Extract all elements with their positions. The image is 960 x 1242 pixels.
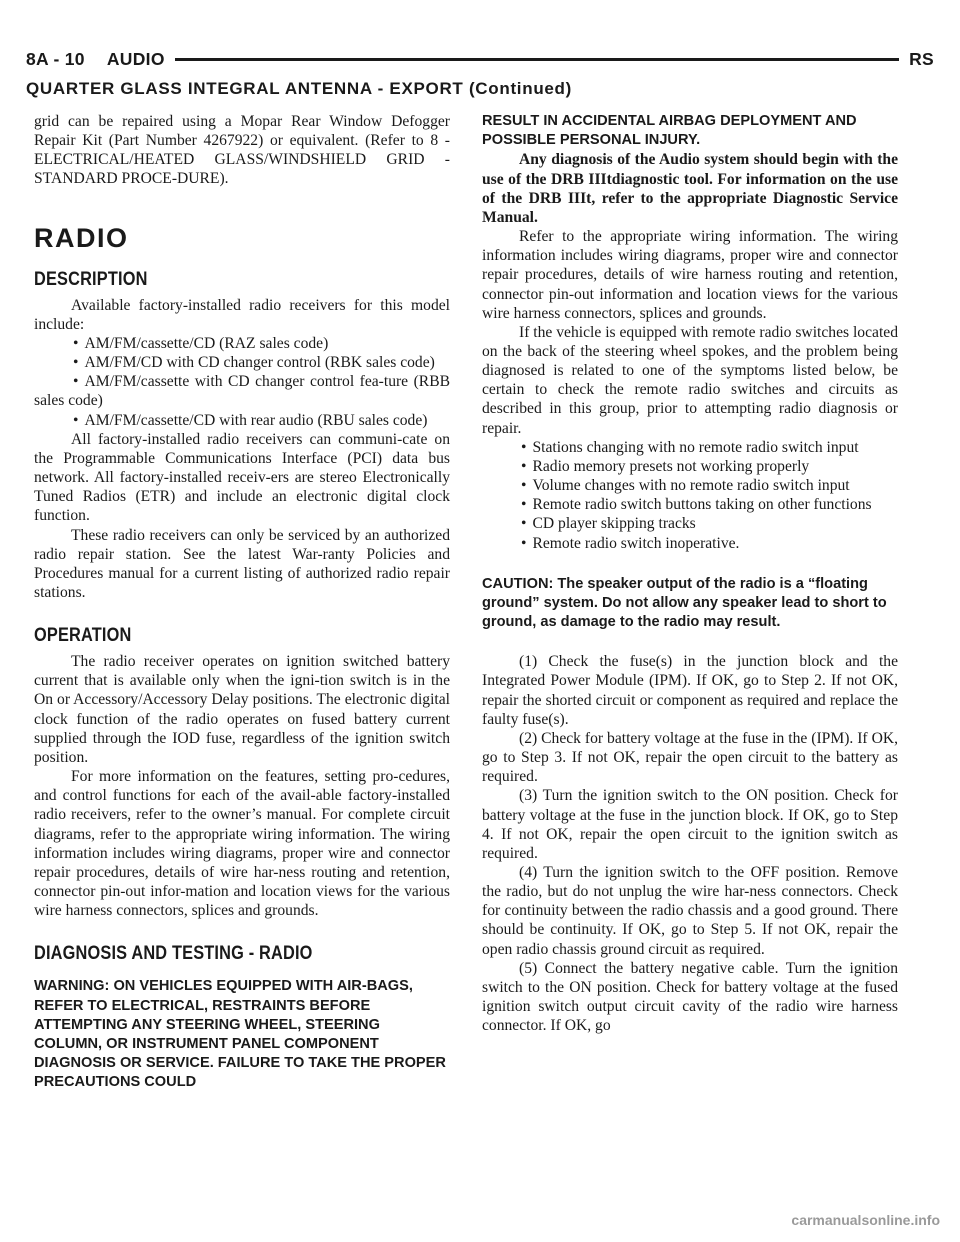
model-code: RS [909,48,934,69]
symptom-list-item: • Radio memory presets not working properly [521,457,810,475]
remote-switch-paragraph: If the vehicle is equipped with remote radio switches located on the back of the steering wheel spokes, and the problem being diagnosed is related to one of the symptoms listed below, be certain to check the remote radio switches and circuits as described in this group, prior to attempting radio diagnosis or repair. [482,323,898,437]
left-column [34,112,450,1093]
operation-heading: OPERATION [34,625,132,647]
caution-text: CAUTION: The speaker output of the radio is a “floating ground” system. Do not allow any speaker lead to short to ground, as damage to the radio may result. [482,575,887,631]
test-step: (4) Turn the ignition switch to the OFF position. Remove the radio, but do not unplug the wire har-ness connectors. Check for continuity between the radio chassis and a good ground. There should be continuity. If OK, go to Step 5. If not OK, repair the open radio chassis ground circuit as required. [482,864,898,958]
header-rule [175,58,899,61]
page-header [26,46,934,72]
wiring-paragraph: Refer to the appropriate wiring information. The wiring information includes wiring diagrams, proper wire and connector repair procedures, details of wire harness routing and retention, connector pin-out information and location views for the various wire harness connectors, splices and grounds. [482,228,898,322]
symptom-list-item: • Remote radio switch inoperative. [521,534,740,552]
receiver-list-item: • AM/FM/CD with CD changer control (RBK sales code) [73,354,435,372]
right-column [482,112,898,1035]
test-step: (2) Check for battery voltage at the fuse in the (IPM). If OK, go to Step 3. If not OK, repair the open circuit to the battery as required. [482,729,898,786]
symptom-list-item: • Remote radio switch buttons taking on other functions [521,496,872,514]
description-paragraph: All factory-installed radio receivers can communi-cate on the Programmable Communications Interface (PCI) data bus network. All factory-installed receiv-ers are stereo Electronically Tuned Radios (ETR) and include an electronic digital clock function. [34,430,450,525]
operation-paragraph: For more information on the features, setting pro-cedures, and control functions for each of the avail-able factory-installed radio receivers, refer to the owner’s manual. For complete circuit diagrams, refer to the appropriate wiring information. The wiring information includes wiring diagrams, proper wire and connector repair procedures, details of wire har-ness routing and retention, connector pin-out infor-mation and location views for the various wire harness connectors, splices and grounds. [34,768,450,920]
description-paragraph: These radio receivers can only be serviced by an authorized radio repair station. See the latest War-ranty Policies and Procedures manual for a current listing of authorized radio repair stations. [34,526,450,601]
diagnosis-heading: DIAGNOSIS AND TESTING - RADIO [34,943,313,965]
site-watermark: carmanualsonline.info [791,1212,940,1228]
symptom-list-item: • CD player skipping tracks [521,515,696,533]
section-number: 8A - 10 [26,48,85,69]
test-step: (3) Turn the ignition switch to the ON position. Check for battery voltage at the fuse in the junction block. If OK, go to Step 4. If not OK, repair the open circuit to the ignition switch as required. [482,787,898,862]
continued-heading: QUARTER GLASS INTEGRAL ANTENNA - EXPORT (Continued) [26,79,572,98]
receiver-list-item: • AM/FM/cassette/CD (RAZ sales code) [73,334,329,352]
warning-continued: RESULT IN ACCIDENTAL AIRBAG DEPLOYMENT AND POSSIBLE PERSONAL INJURY. [482,113,857,149]
receiver-list-item: • AM/FM/cassette with CD changer control fea-ture (RBB sales code) [34,373,450,410]
intro-paragraph: grid can be repaired using a Mopar Rear Window Defogger Repair Kit (Part Number 4267922) or equivalent. (Refer to 8 - ELECTRICAL/HEATED GLASS/WINDSHIELD GRID - STANDARD PROCE-DURE). [34,113,450,188]
symptom-list-item: • Volume changes with no remote radio switch input [521,477,850,495]
test-step: (1) Check the fuse(s) in the junction block and the Integrated Power Module (IPM). If OK, go to Step 2. If not OK, repair the shorted circuit or component as required and replace the faulty fuse(s). [482,653,898,728]
receiver-list-item: • AM/FM/cassette/CD with rear audio (RBU sales code) [73,411,428,429]
warning-text: WARNING: ON VEHICLES EQUIPPED WITH AIR-BAGS, REFER TO ELECTRICAL, RESTRAINTS BEFORE ATTEMPTING ANY STEERING WHEEL, STEERING COLUMN, OR INSTRUMENT PANEL COMPONENT DIAGNOSIS OR SERVICE. FAILURE TO TAKE THE PROPER PRECAUTIONS COULD [34,978,446,1091]
description-paragraph: Available factory-installed radio receivers for this model include: [34,296,450,333]
symptom-list-item: • Stations changing with no remote radio switch input [521,438,859,456]
operation-paragraph: The radio receiver operates on ignition switched battery current that is available only when the igni-tion switch is in the On or Accessory/Accessory Delay positions. The electronic digital clock function of the radio operates on fused battery current supplied through the IOD fuse, regardless of the ignition switch position. [34,653,450,766]
drb-note: Any diagnosis of the Audio system should begin with the use of the DRB IIItdiagnostic tool. For information on the use of the DRB IIIt, refer to the appropriate Diagnostic Service Manual. [482,151,898,226]
test-step: (5) Connect the battery negative cable. Turn the ignition switch to the ON position. Check for battery voltage at the fused ignition switch output circuit cavity of the radio wire harness connector. If OK, go [482,959,898,1035]
radio-heading: RADIO [34,222,129,253]
chapter-title: AUDIO [106,48,165,69]
description-heading: DESCRIPTION [34,268,148,290]
